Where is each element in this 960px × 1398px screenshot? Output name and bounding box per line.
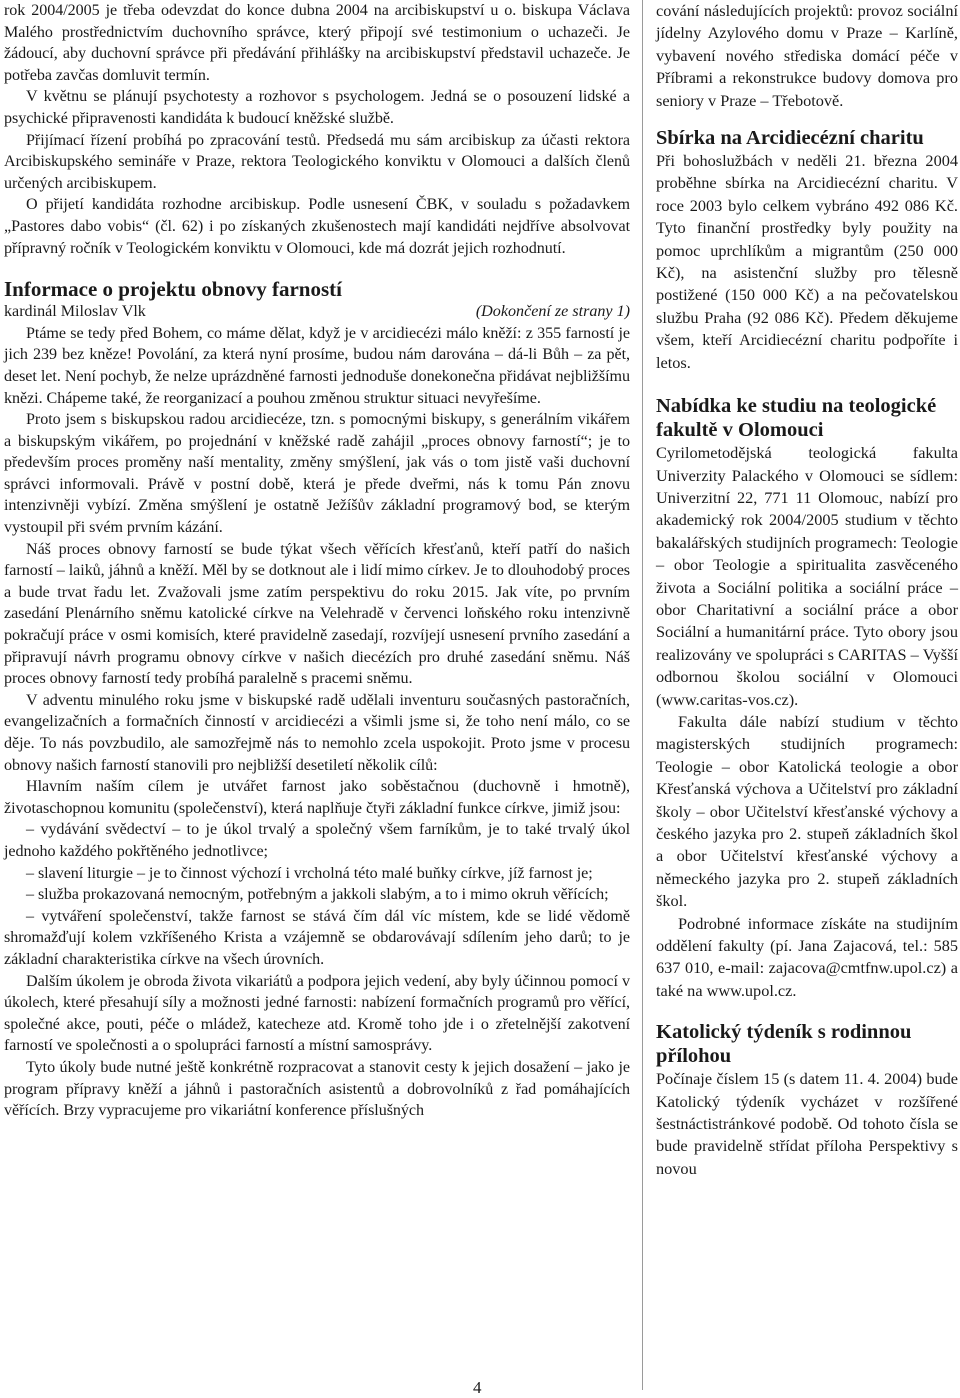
section-title: Sbírka na Arcidiecézní charitu <box>656 127 924 150</box>
section-title: Katolický týdeník s rodinnou přílohou <box>656 1021 912 1068</box>
section-title: Nabídka ke studiu na teologické fakultě v Olomouci <box>656 395 937 442</box>
paragraph: Proto jsem s biskupskou radou arcidiecéze, tzn. s pomocnými biskupy, s generálním vikářem a biskupským vikářem, po projednání v kněžské radě zahájil „proces obnovy farností“; je to především proces proměny naší mentality, změny smýšlení, jak vás o tom jistě vaši duchovní správci informovali. Právě v postní době, která je přede dveřmi, nás k tomu Pán znovu intenzivněji vybízí. Změna smýšlení je ostatně Ježíšův základní programový bod, se kterým vystoupil při svém prvním kázání. <box>4 411 630 537</box>
list-item: – vytváření společenství, takže farnost se stává čím dál víc místem, kde se lidé vědomě shromažďují kolem vzkříšeného Krista a vzájemně se obdarovávají sdílením jeho darů; to je základní charakteristika církve na všech úrovních. <box>4 907 630 968</box>
paragraph: V květnu se plánují psychotesty a rozhovor s psychologem. Jedná se o posouzení lidské a psychické připravenosti kandidáta k budoucí kněžské službě. <box>4 88 630 127</box>
paragraph: V adventu minulého roku jsme v biskupské radě udělali inventuru současných pastoračních, evangelizačních a formačních činností v arcidiecézi a všimli jsme si, že toho není málo, co se děje. To nás povzbudilo, ale samozřejmě nás to nemohlo zcela uspokojit. Proto jsme v procesu obnovy našich farností stanovili pro nejbližší desetiletí několik cílů: <box>4 691 630 774</box>
page-number: 4 <box>473 1378 482 1397</box>
paragraph: Přijímací řízení probíhá po zpracování testů. Předsedá mu sám arcibiskup za účasti rektora Arcibiskupského semináře v Praze, rektora Teologického konviktu v Olomouci a dalších členů určených arcibiskupem. <box>4 131 630 192</box>
paragraph: rok 2004/2005 je třeba odevzdat do konce dubna 2004 na arcibiskupství u o. biskupa Václava Malého prostřednictvím duchovního správce, který připojí své testimonium o uchazeči. Je žádoucí, aby duchovní správce při předávání přihlášky na arcibiskupství představil uchazeče. Je potřeba zavčas domluvit termín. <box>4 2 630 84</box>
list-item: – služba prokazovaná nemocným, potřebným a jakkoli slabým, a to i mimo okruh věřících; <box>26 886 609 904</box>
list-item: – vydávání svědectví – to je úkol trvalý a společný všem farníkům, je to také trvalý úkol jednoho každého pokřtěného jednotlivce; <box>4 821 630 860</box>
paragraph: cování následujících projektů: provoz sociální jídelny Azylového domu v Praze – Karlíně, vybavení nového střediska domácí péče v Příbrami a rekonstrukce budovy domova pro seniory v Praze – Třebotově. <box>656 1 958 110</box>
right-column <box>656 0 958 1180</box>
paragraph: Podrobné informace získáte na studijním oddělení fakulty (pí. Jana Zajacová, tel.: 585 637 010, e-mail: zajacova@cmtfnw.upol.cz) a také na www.upol.cz. <box>656 913 958 1000</box>
paragraph: Cyrilometodějská teologická fakulta Univerzity Palackého v Olomouci se sídlem: Univerzitní 22, 771 11 Olomouc, nabízí pro akademický rok 2004/2005 studium v těchto bakalářských studijních programech: Teologie – obor Teologie a spiritualita zasvěceného života a Sociální politika a sociální práce – obor Charitativní a sociální práce a obor Sociální a humanitární práce. Tyto obory jsou realizovány ve spolupráci s CARITAS – Vyšší odbornou školou sociální v Olomouci (www.caritas-vos.cz). <box>656 443 958 709</box>
author-name: kardinál Miloslav Vlk <box>4 303 146 321</box>
byline <box>4 301 630 323</box>
list-item: – slavení liturgie – je to činnost výchozí i vrcholná této malé buňky církve, jíž farnost je; <box>26 864 593 882</box>
paragraph: Tyto úkoly bude nutné ještě konkrétně rozpracovat a stanovit cesty k jejich dosažení – jako je program přípravy kněží a jáhnů i pastoračních asistentů a dobrovolníků z řad pomáhajících věřících. Brzy vypracujeme pro vikariátní konference příslušných <box>4 1058 630 1120</box>
paragraph: Fakulta dále nabízí studium v těchto magisterských studijních programech: Teologie – obor Katolická teologie a obor Křesťanská výchova a Učitelství pro základní školy – obor Učitelství křesťanské výchovy a českého jazyka pro 2. stupeň základních škol a obor Učitelství křesťanské výchovy a německého jazyka pro 2. stupeň základních škol. <box>656 711 958 911</box>
paragraph: O přijetí kandidáta rozhodne arcibiskup. Podle usnesení ČBK, v souladu s požadavkem „Pastores dabo vobis“ (čl. 62) i po získaných zkušenostech mají kandidáti nejdříve absolvovat přípravný ročník v Teologickém konviktu v Olomouci, kde má dozrát jejich rozhodnutí. <box>4 196 630 257</box>
column-divider <box>642 0 643 1390</box>
paragraph: Dalším úkolem je obroda života vikariátů a podpora jejich vedení, aby byly účinnou pomocí v úkolech, které přesahují síly a možnosti jedné farnosti: nabízení formačních programů pro věřící, společné akce, pouti, péče o mládež, katecheze atd. Kromě toho jde i o zřetelnější zakotvení farností ve společnosti a o spolupráci farností a místní samosprávy. <box>4 972 630 1055</box>
continuation-note: (Dokončení ze strany 1) <box>475 303 630 321</box>
paragraph: Hlavním naším cílem je utvářet farnost jako soběstačnou (duchovně i hmotně), životaschopnou komunitu (společenství), která naplňuje čtyři základní funkce církve, jimiž jsou: <box>4 778 630 817</box>
left-column <box>4 0 630 1122</box>
paragraph: Počínaje číslem 15 (s datem 11. 4. 2004) bude Katolický týdeník vycházet v rozšířené šestnáctistránkové podobě. Od tohoto čísla se bude pravidelně střídat příloha Perspektivy s novou <box>656 1069 958 1178</box>
paragraph: Ptáme se tedy před Bohem, co máme dělat, když je v arcidiecézi málo kněží: z 355 farností je jich 239 bez kněze! Povolání, za která nyní prosíme, budou nám darována – dá-li Bůh – za pět, deset let. Není pochyb, že nelze uprázdněné farnosti jednoduše donekonečna přidávat nejbližšímu knězi. Chápeme také, že reorganizací a pouhou změnou struktur situaci nevyřešíme. <box>4 324 630 407</box>
paragraph: Při bohoslužbách v neděli 21. března 2004 proběhne sbírka na Arcidiecézní charitu. V roce 2003 bylo celkem vybráno 492 086 Kč. Tyto finanční prostředky byly použity na pomoc uprchlíkům a migrantům (250 000 Kč), na asistenční služby pro tělesně postižené (150 000 Kč) a na pečovatelskou službu Praha (92 086 Kč). Předem děkujeme všem, kteří Arcidiecézní charitu podpoříte i letos. <box>656 151 958 372</box>
paragraph: Náš proces obnovy farností se bude týkat všech věřících křesťanů, kteří patří do našich farností – laiků, jáhnů a kněží. Měl by se dotknout ale i lidí mimo církev. Je to dlouhodobý proces a bude trvat řadu let. Zvažovali jsme zatím perspektivu do roku 2015. Jak víte, po prvním zasedání Plenárního sněmu katolické církve na Velehradě v červenci loňského roku intenzivně pokračují práce v osmi komisích, které pravidelně zasedají, rozvíjejí usnesení prvního zasedání a připravují návrh programu obnovy církve v našich diecézích pro druhé zasedání sněmu. Náš proces obnovy farností tedy probíhá paralelně s pracemi sněmu. <box>4 540 630 688</box>
article-title: Informace o projektu obnovy farností <box>4 277 342 302</box>
